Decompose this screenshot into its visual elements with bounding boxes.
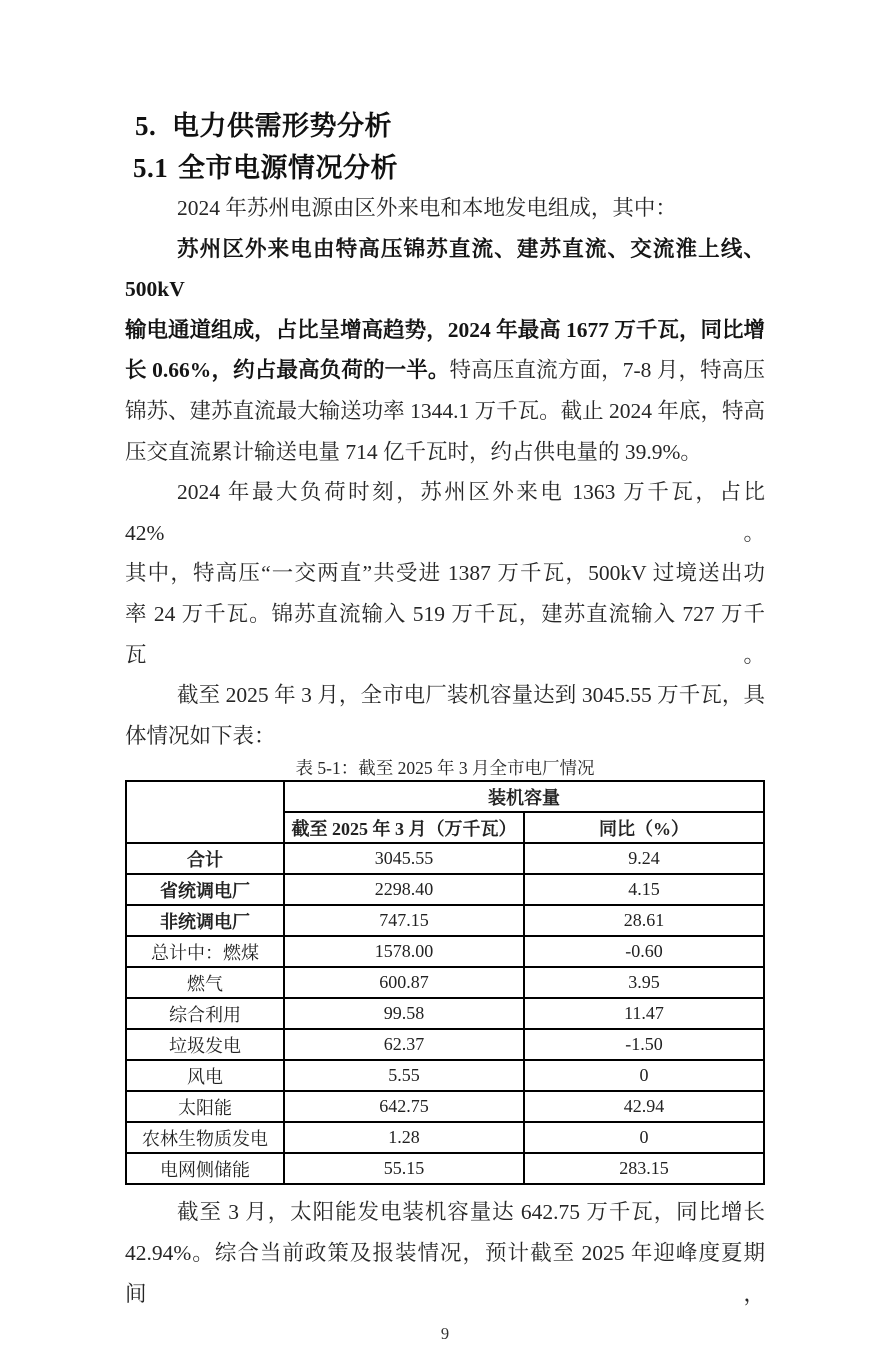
row-yoy: 28.61 [524,905,764,936]
regular-text: 特高压直流方面，7-8 月，特高压 [449,358,765,383]
table-row [126,874,764,905]
row-yoy: -1.50 [524,1029,764,1060]
paragraph-solar [125,1192,765,1314]
text-line: 2024 年最大负荷时刻，苏州区外来电 1363 万千瓦，占比 42%。 [125,480,765,545]
row-label: 总计中：燃煤 [126,936,284,967]
text-line: 率 24 万千瓦。锦苏直流输入 519 万千瓦，建苏直流输入 727 万千瓦。 [125,601,765,667]
row-capacity: 747.15 [284,905,524,936]
table-caption: 表 5-1：截至 2025 年 3 月全市电厂情况 [295,758,595,779]
section-title: 电力供需形势分析 [172,111,392,141]
table-row [126,967,764,998]
text-line: 截至 3 月，太阳能发电装机容量达 642.75 万千瓦，同比增长 [177,1200,765,1225]
table-header-row-group [126,781,764,812]
section-heading [135,110,765,143]
subsection-number: 5.1 [133,153,169,183]
paragraph-peak-load [125,472,765,675]
power-plant-table [125,780,765,1185]
paragraph-installed-capacity [125,675,765,756]
row-label: 省统调电厂 [126,874,284,905]
table-row [126,1060,764,1091]
paragraph-external-power [125,229,765,473]
row-capacity: 1578.00 [284,936,524,967]
row-yoy: 3.95 [524,967,764,998]
header-empty-cell [126,781,284,843]
paragraph-intro [125,188,765,229]
row-yoy: -0.60 [524,936,764,967]
subsection-title: 全市电源情况分析 [178,153,398,183]
text-line: 42.94%。综合当前政策及报装情况，预计截至 2025 年迎峰度夏期间， [125,1240,765,1306]
text-line [125,350,765,391]
page-number: 9 [440,1324,450,1344]
header-yoy-cell: 同比（%） [524,812,764,843]
text-line: 2024 年苏州电源由区外来电和本地发电组成，其中： [177,196,677,220]
row-yoy: 4.15 [524,874,764,905]
text-line: 锦苏、建苏直流最大输送功率 1344.1 万千瓦。截止 2024 年底，特高 [125,398,765,423]
row-label: 燃气 [126,967,284,998]
subsection-heading [133,152,765,185]
row-yoy: 283.15 [524,1153,764,1184]
row-capacity: 642.75 [284,1091,524,1122]
row-label: 农林生物质发电 [126,1122,284,1153]
table-row [126,1122,764,1153]
section-number: 5. [135,111,157,141]
row-capacity: 2298.40 [284,874,524,905]
row-capacity: 99.58 [284,998,524,1029]
row-capacity: 3045.55 [284,843,524,874]
row-label: 合计 [126,843,284,874]
row-yoy: 0 [524,1122,764,1153]
table-row [126,1153,764,1184]
row-label: 太阳能 [126,1091,284,1122]
row-label: 风电 [126,1060,284,1091]
row-label: 垃圾发电 [126,1029,284,1060]
text-line: 体情况如下表： [125,723,276,748]
text-line: 截至 2025 年 3 月，全市电厂装机容量达到 3045.55 万千瓦，具 [177,683,765,708]
table-row [126,1029,764,1060]
row-yoy: 11.47 [524,998,764,1029]
table-row [126,998,764,1029]
row-label: 综合利用 [126,998,284,1029]
row-capacity: 62.37 [284,1029,524,1060]
text-line [125,229,765,310]
table-row [126,936,764,967]
bold-text: 苏州区外来电由特高压锦苏直流、建苏直流、交流淮上线、500kV [125,236,765,302]
text-line [125,310,765,351]
text-line: 压交直流累计输送电量 714 亿千瓦时，约占供电量的 39.9%。 [125,439,702,464]
row-label: 非统调电厂 [126,905,284,936]
row-yoy: 0 [524,1060,764,1091]
table-row [126,905,764,936]
row-capacity: 600.87 [284,967,524,998]
table-row [126,843,764,874]
row-capacity: 55.15 [284,1153,524,1184]
table-row [126,1091,764,1122]
row-yoy: 42.94 [524,1091,764,1122]
row-yoy: 9.24 [524,843,764,874]
row-capacity: 5.55 [284,1060,524,1091]
bold-text: 长 0.66%，约占最高负荷的一半。 [125,358,450,383]
header-capacity-cell: 截至 2025 年 3 月（万千瓦） [284,812,524,843]
header-group-cell: 装机容量 [284,781,764,812]
text-line: 其中，特高压“一交两直”共受进 1387 万千瓦，500kV 过境送出功 [125,561,765,586]
row-capacity: 1.28 [284,1122,524,1153]
bold-text: 输电通道组成，占比呈增高趋势，2024 年最高 1677 万千瓦，同比增 [125,317,765,342]
row-label: 电网侧储能 [126,1153,284,1184]
